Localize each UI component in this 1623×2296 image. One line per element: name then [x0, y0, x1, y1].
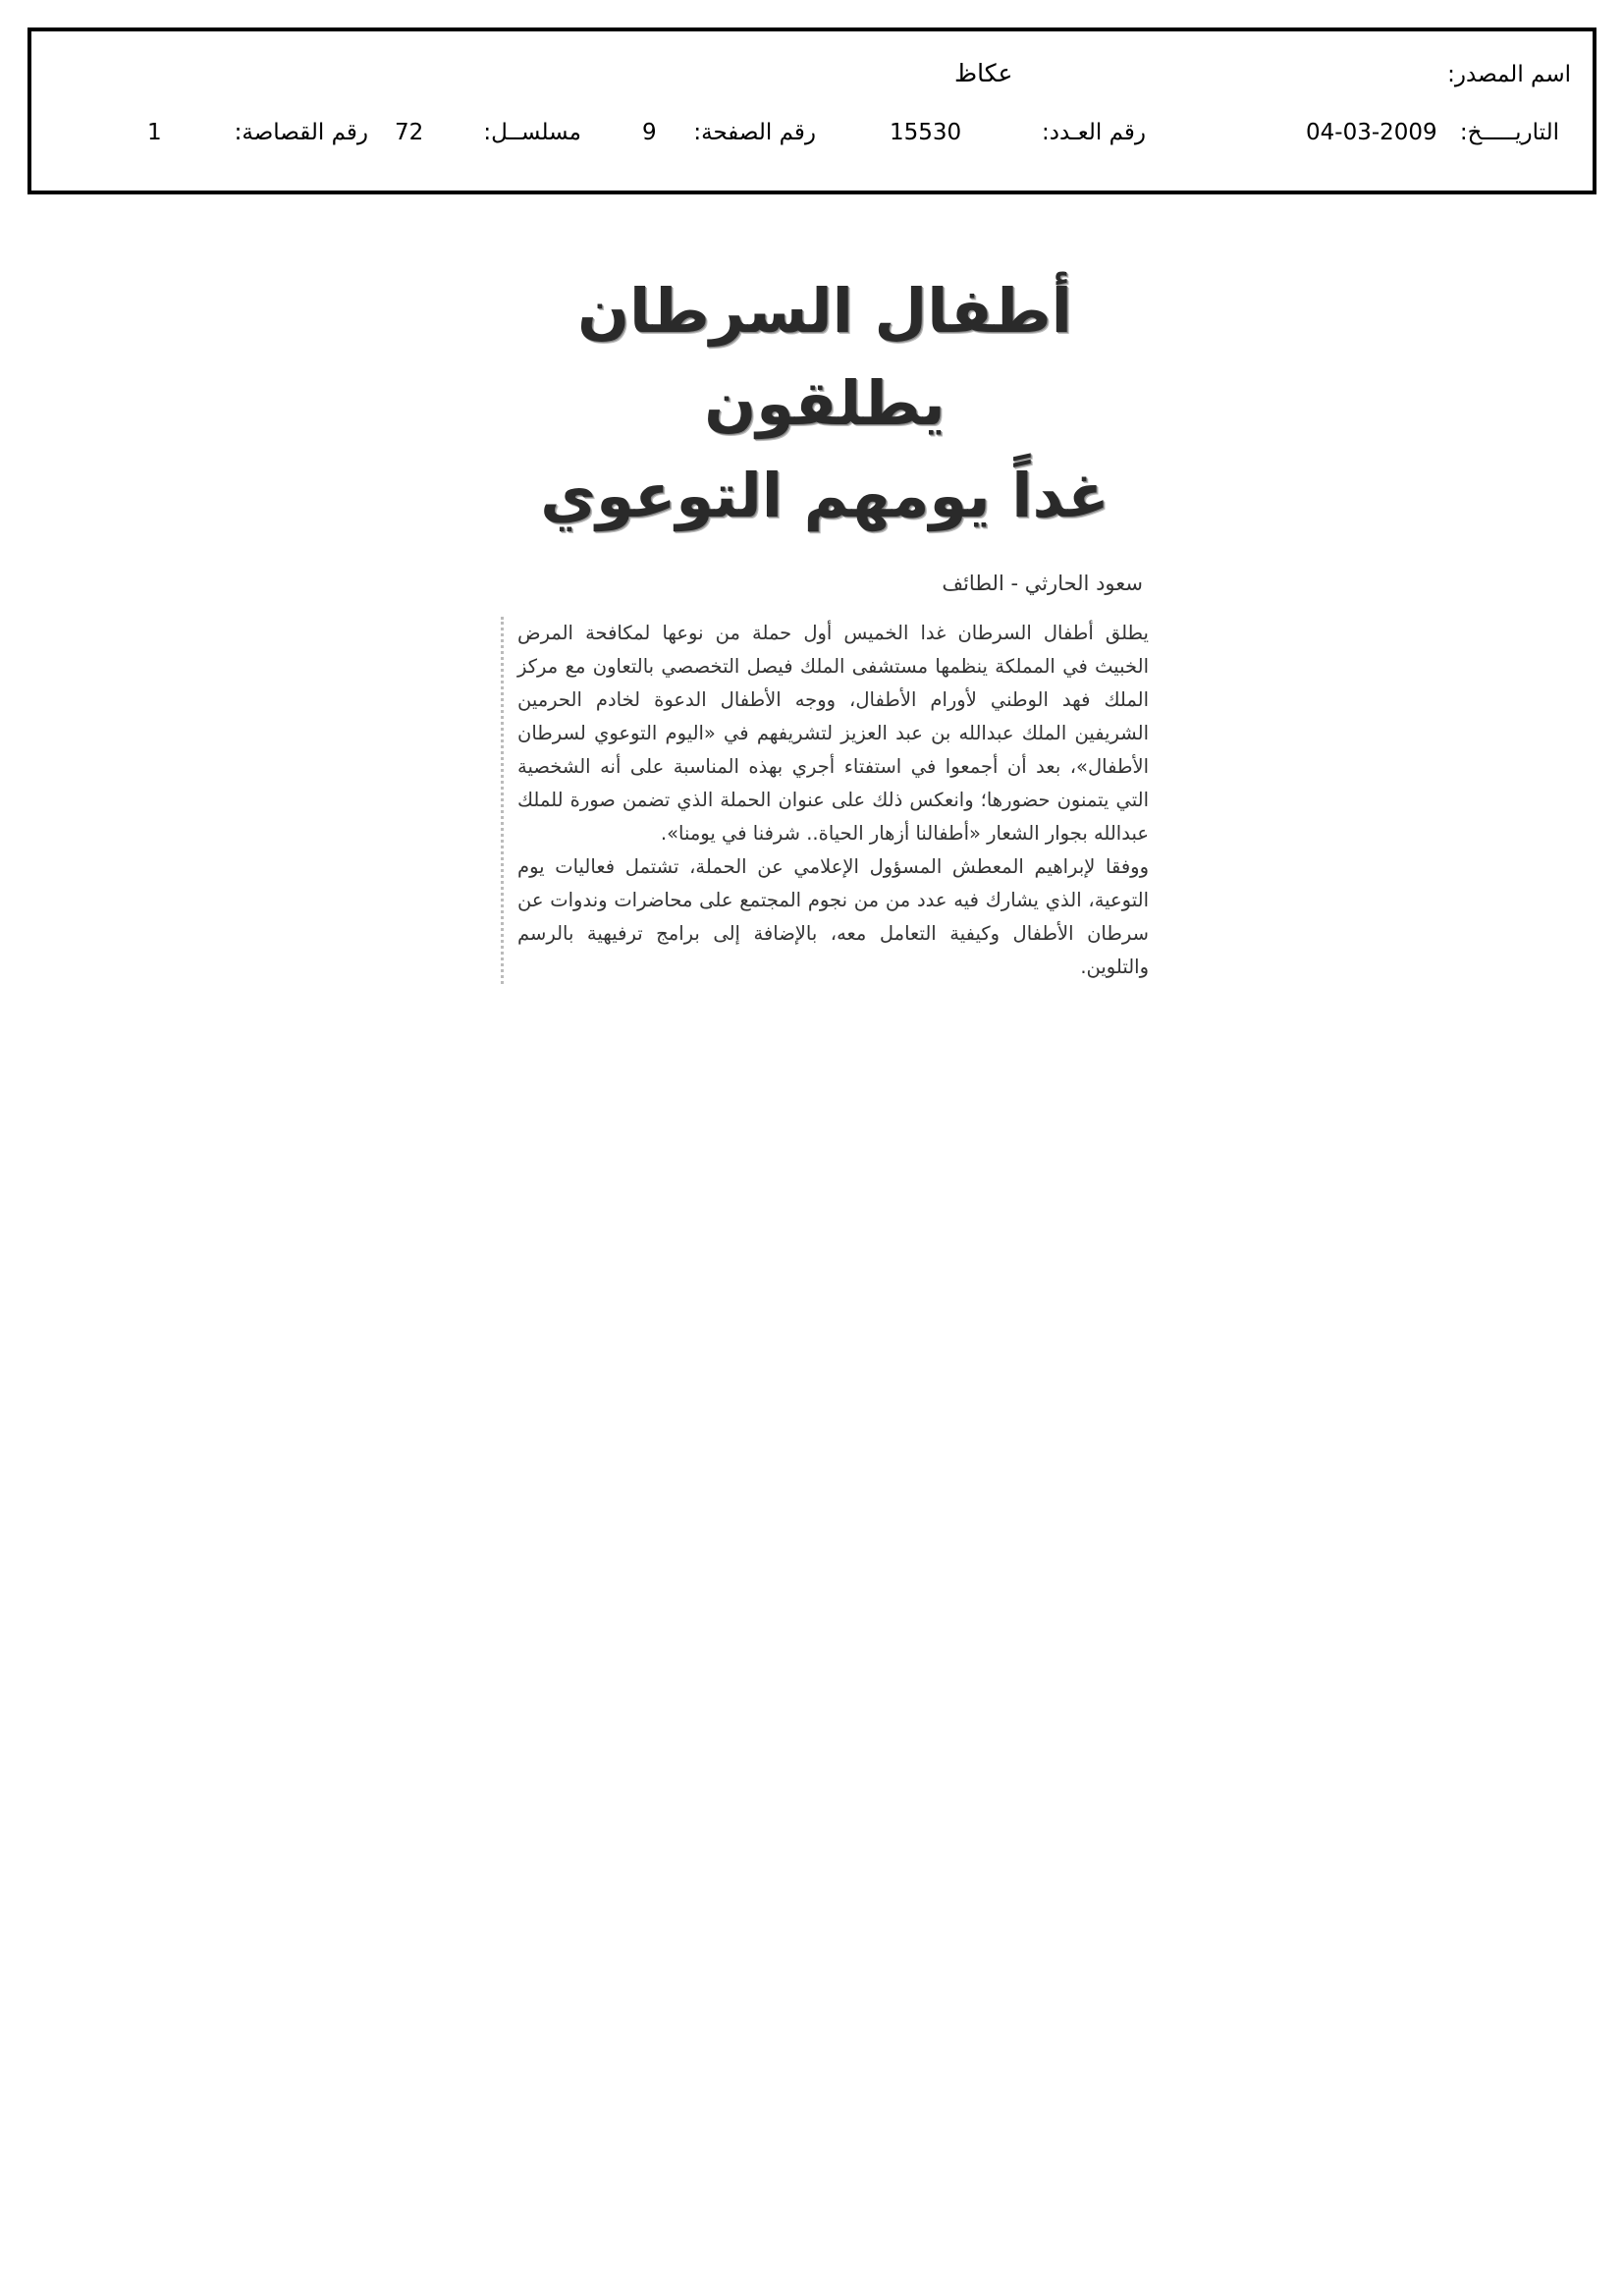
source-label: اسم المصدر: [1447, 62, 1571, 87]
headline-line-1: أطفال السرطان يطلقون [577, 275, 1072, 439]
date-label: التاريـــــخ: [1459, 120, 1559, 145]
clipping-value: 1 [147, 120, 162, 145]
article-headline [501, 265, 1149, 542]
article-clipping [501, 265, 1149, 984]
article-byline: سعود الحارثي - الطائف [942, 572, 1143, 595]
source-value: عكاظ [954, 59, 1013, 87]
page-label: رقم الصفحة: [693, 120, 816, 145]
clipping-label: رقم القصاصة: [234, 120, 368, 145]
serial-label: مسلســل: [483, 120, 581, 145]
date-value: 04-03-2009 [1306, 120, 1437, 145]
article-paragraph-2: ووفقا لإبراهيم المعطش المسؤول الإعلامي عن الحملة، تشتمل فعاليات يوم التوعية، الذي يشارك فيه عدد من من نجوم المجتمع على محاضرات وندوات عن سرطان الأطفال وكيفية التعامل معه، بالإضافة إلى برامج ترفيهية بالرسم والتلوين. [517, 855, 1149, 978]
headline-line-2: غداً يومهم التوعوي [540, 460, 1109, 531]
article-paragraph-1: يطلق أطفال السرطان غدا الخميس أول حملة من نوعها لمكافحة المرض الخبيث في المملكة ينظمها مستشفى الملك فيصل التخصصي بالتعاون مع مركز الملك فهد الوطني لأورام الأطفال، ووجه الأطفال الدعوة لخادم الحرمين الشريفين الملك عبدالله بن عبد العزيز لتشريفهم في «اليوم التوعوي لسرطان الأطفال»، بعد أن أجمعوا في استفتاء أجري بهذه المناسبة على أنه الشخصية التي يتمنون حضورها؛ وانعكس ذلك على عنوان الحملة الذي تضمن صورة للملك عبدالله بجوار الشعار «أطفالنا أزهار الحياة.. شرفنا في يومنا». [517, 622, 1149, 845]
article-body [501, 617, 1149, 984]
page-value: 9 [642, 120, 657, 145]
clipping-info-box [27, 27, 1596, 194]
issue-value: 15530 [890, 120, 962, 145]
issue-label: رقم العـدد: [1041, 120, 1146, 145]
serial-value: 72 [395, 120, 424, 145]
